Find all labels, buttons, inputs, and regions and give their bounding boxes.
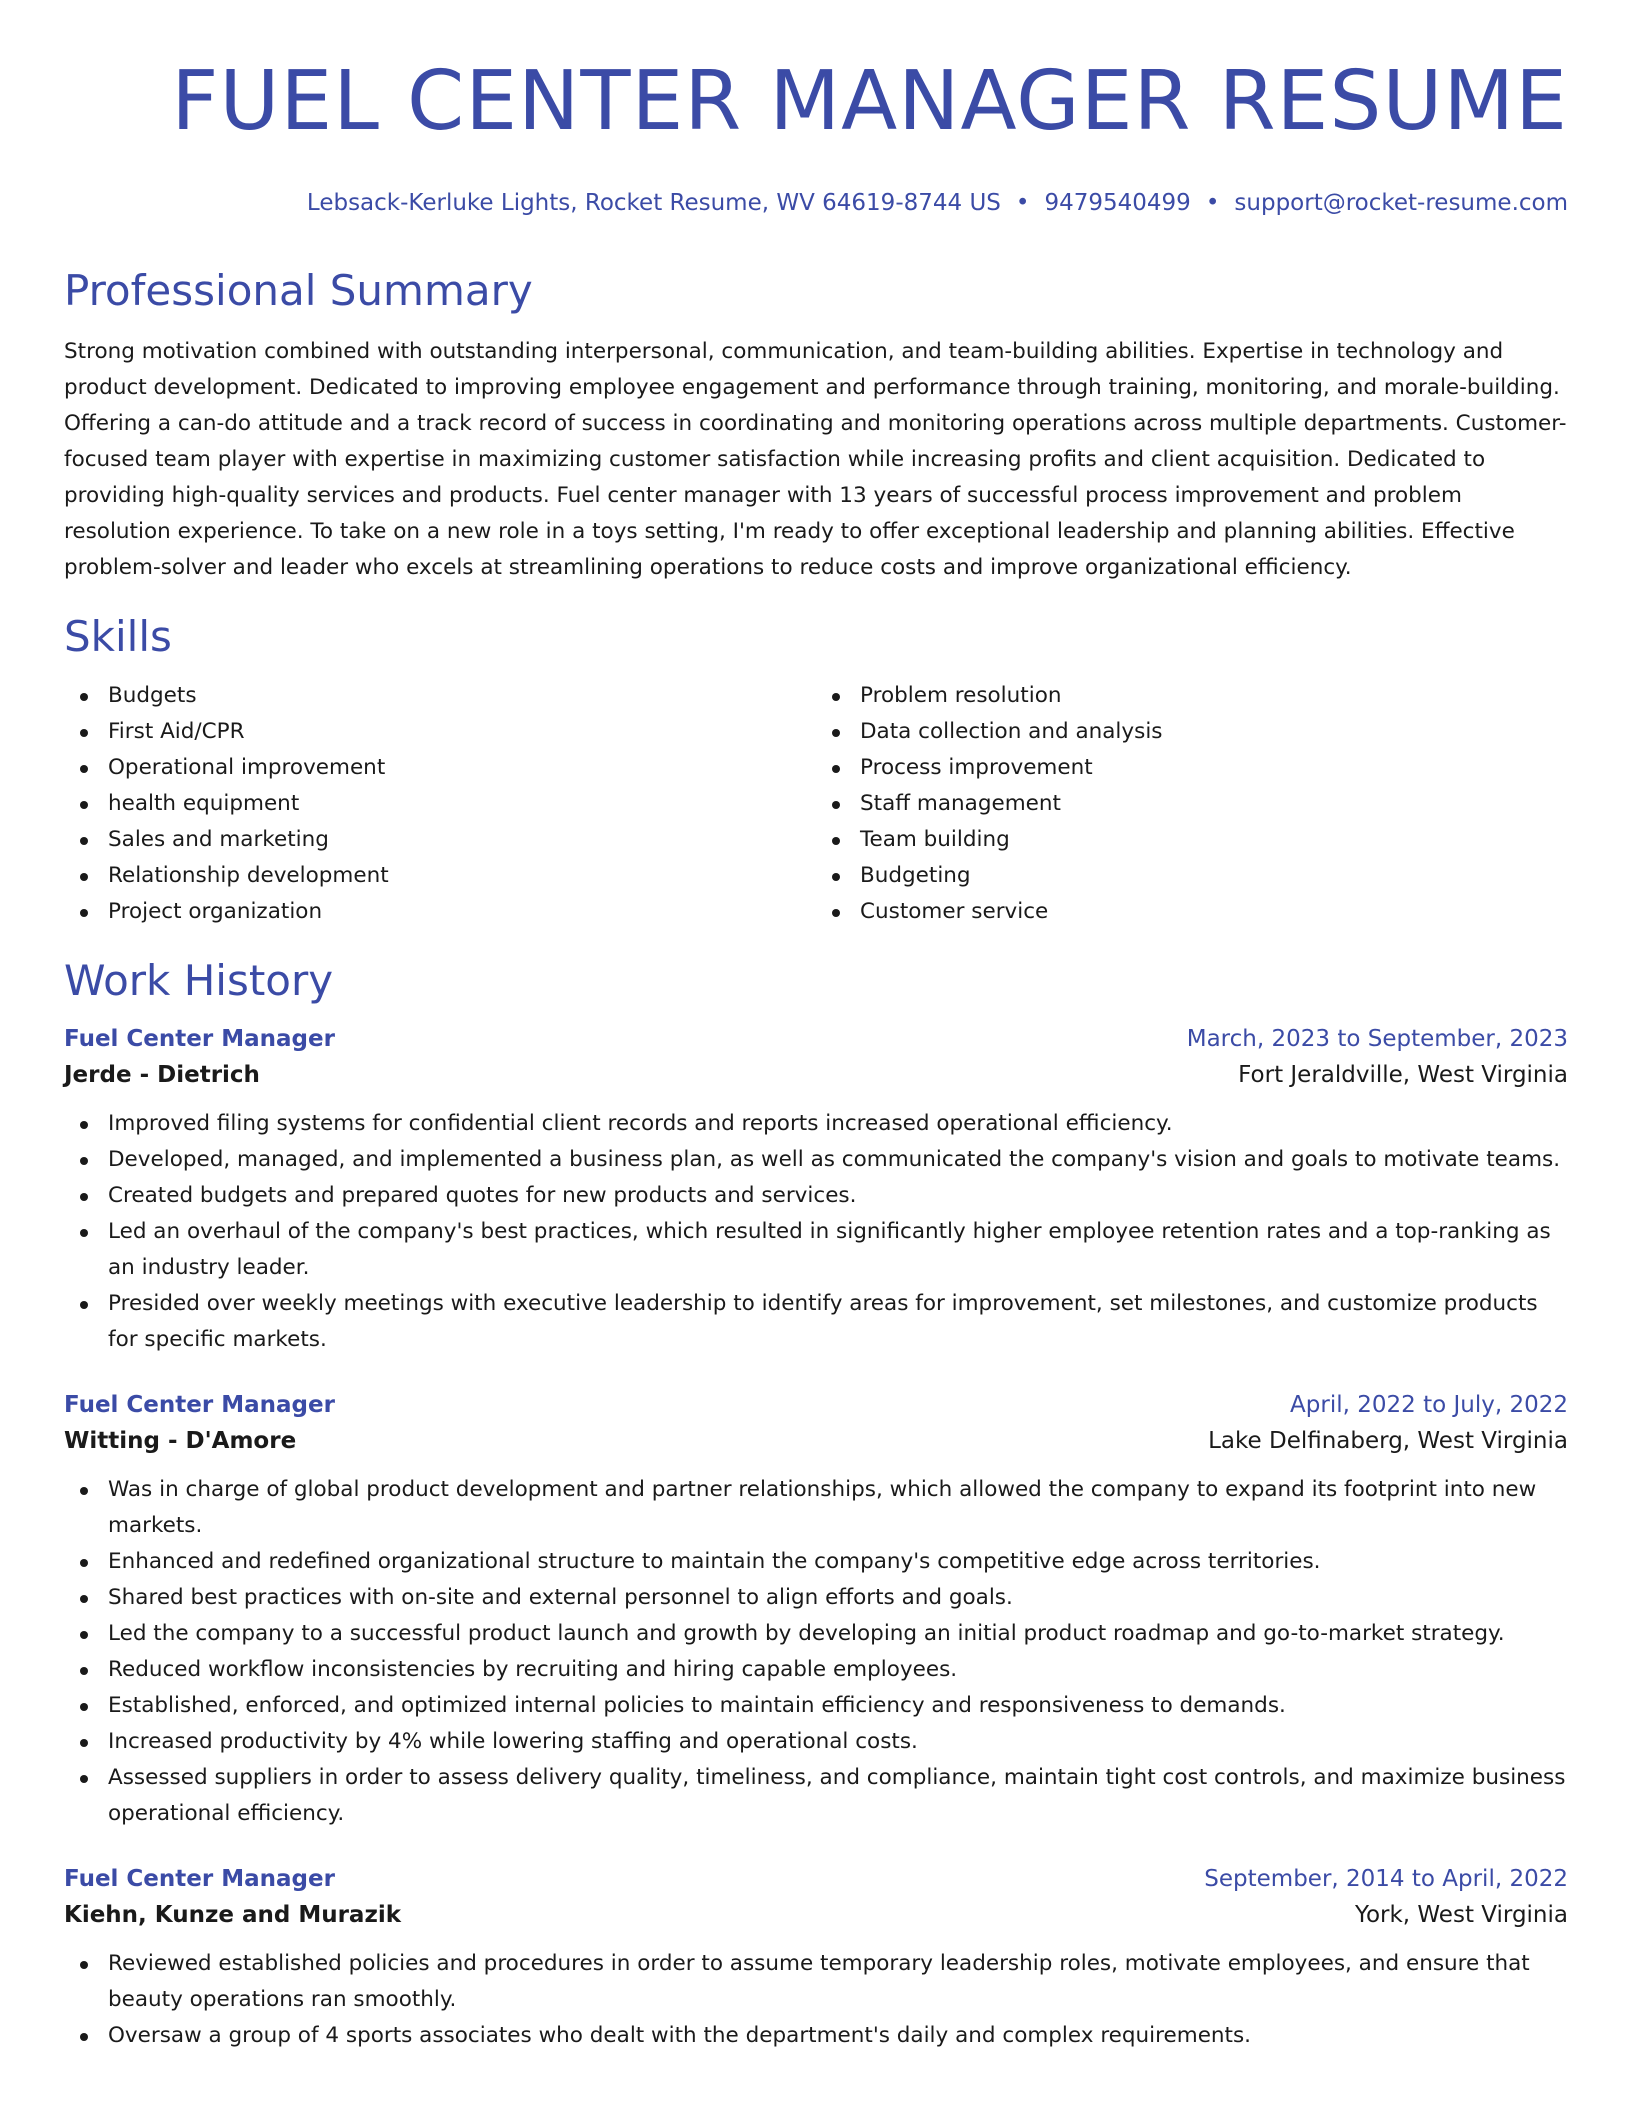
job-dates: March, 2023 to September, 2023 <box>1186 1026 1568 1052</box>
job-bullet: Improved filing systems for confidential client records and reports increased operational efficiency. <box>64 1106 1568 1142</box>
summary-text: Strong motivation combined with outstanding interpersonal, communication, and team-building abilities. Expertise in technology and product development. Dedicated to improving employee engagement and performance through training, monitoring, and morale-building. Offering a can-do attitude and a track record of success in coordinating and monitoring operations across multiple departments. Customer-focused team player with expertise in maximizing customer satisfaction while increasing profits and client acquisition. Dedicated to providing high-quality services and products. Fuel center manager with 13 years of successful process improvement and problem resolution experience. To take on a new role in a toys setting, I'm ready to offer exceptional leadership and planning abilities. Effective problem-solver and leader who excels at streamlining operations to reduce costs and improve organizational efficiency. <box>64 339 1567 580</box>
job-bullet: Reduced workflow inconsistencies by recruiting and hiring capable employees. <box>64 1652 1568 1688</box>
skill-item: Problem resolution <box>816 678 1568 714</box>
skills-list <box>64 678 1568 930</box>
skill-item: Team building <box>816 822 1568 858</box>
skill-item: Staff management <box>816 786 1568 822</box>
job-title: Fuel Center Manager <box>64 1392 335 1418</box>
job-dates: September, 2014 to April, 2022 <box>1204 1866 1568 1892</box>
contact-separator: • <box>1015 190 1030 216</box>
job-bullet: Created budgets and prepared quotes for new products and services. <box>64 1178 1568 1214</box>
job-bullet: Led an overhaul of the company's best practices, which resulted in significantly higher employee retention rates and a top-ranking as an industry leader. <box>64 1214 1568 1286</box>
job-company: Jerde - Dietrich <box>64 1062 260 1088</box>
job-bullet: Led the company to a successful product launch and growth by developing an initial product roadmap and go-to-market strategy. <box>64 1616 1568 1652</box>
skill-item: Relationship development <box>64 858 816 894</box>
job-bullet: Increased productivity by 4% while lowering staffing and operational costs. <box>64 1724 1568 1760</box>
skills-heading: Skills <box>64 612 172 661</box>
job-title-row <box>64 1862 1568 1896</box>
job-bullet: Oversaw a group of 4 sports associates who dealt with the department's daily and complex requirements. <box>64 2018 1568 2054</box>
job-bullet: Assessed suppliers in order to assess delivery quality, timeliness, and compliance, maintain tight cost controls, and maximize business operational efficiency. <box>64 1760 1568 1832</box>
resume-title: FUEL CENTER MANAGER RESUME <box>171 54 1568 149</box>
skill-item: Process improvement <box>816 750 1568 786</box>
job-title-row <box>64 1388 1568 1422</box>
job-bullet: Was in charge of global product development and partner relationships, which allowed the company to expand its footprint into new markets. <box>64 1472 1568 1544</box>
skill-item: Budgeting <box>816 858 1568 894</box>
skill-item: Customer service <box>816 894 1568 930</box>
job-entry <box>64 1388 1568 1832</box>
contact-phone: 9479540499 <box>1044 190 1191 216</box>
job-dates: April, 2022 to July, 2022 <box>1290 1392 1568 1418</box>
job-bullet: Shared best practices with on-site and external personnel to align efforts and goals. <box>64 1580 1568 1616</box>
skills-column-left <box>64 678 816 930</box>
job-bullets <box>64 1946 1568 2054</box>
job-company: Witting - D'Amore <box>64 1428 297 1454</box>
job-bullet: Developed, managed, and implemented a business plan, as well as communicated the company's vision and goals to motivate teams. <box>64 1142 1568 1178</box>
resume-header <box>64 0 1568 218</box>
job-company-row <box>64 1056 1568 1094</box>
skill-item: First Aid/CPR <box>64 714 816 750</box>
contact-separator: • <box>1205 190 1220 216</box>
summary-heading: Professional Summary <box>64 266 533 315</box>
job-bullet: Enhanced and redefined organizational structure to maintain the company's competitive edge across territories. <box>64 1544 1568 1580</box>
job-company-row <box>64 1422 1568 1460</box>
skill-item: Project organization <box>64 894 816 930</box>
skill-item: Operational improvement <box>64 750 816 786</box>
work-history-heading: Work History <box>64 956 334 1005</box>
contact-line <box>64 188 1568 218</box>
job-location: Lake Delfinaberg, West Virginia <box>1208 1428 1568 1454</box>
skill-item: Budgets <box>64 678 816 714</box>
job-location: Fort Jeraldville, West Virginia <box>1238 1062 1568 1088</box>
skill-item: health equipment <box>64 786 816 822</box>
job-company-row <box>64 1896 1568 1934</box>
contact-email[interactable]: support@rocket-resume.com <box>1234 190 1568 216</box>
job-location: York, West Virginia <box>1354 1902 1568 1928</box>
job-title: Fuel Center Manager <box>64 1026 335 1052</box>
job-entry <box>64 1862 1568 2054</box>
job-bullets <box>64 1106 1568 1358</box>
skill-item: Sales and marketing <box>64 822 816 858</box>
skill-item: Data collection and analysis <box>816 714 1568 750</box>
job-bullet: Presided over weekly meetings with executive leadership to identify areas for improvement, set milestones, and customize products for specific markets. <box>64 1286 1568 1358</box>
skills-column-right <box>816 678 1568 930</box>
job-company: Kiehn, Kunze and Murazik <box>64 1902 402 1928</box>
job-bullet: Established, enforced, and optimized internal policies to maintain efficiency and responsiveness to demands. <box>64 1688 1568 1724</box>
contact-address: Lebsack-Kerluke Lights, Rocket Resume, WV 64619-8744 US <box>306 190 1001 216</box>
job-title: Fuel Center Manager <box>64 1866 335 1892</box>
job-bullet: Reviewed established policies and procedures in order to assume temporary leadership roles, motivate employees, and ensure that beauty operations ran smoothly. <box>64 1946 1568 2018</box>
job-bullets <box>64 1472 1568 1832</box>
job-entry <box>64 1022 1568 1358</box>
job-title-row <box>64 1022 1568 1056</box>
